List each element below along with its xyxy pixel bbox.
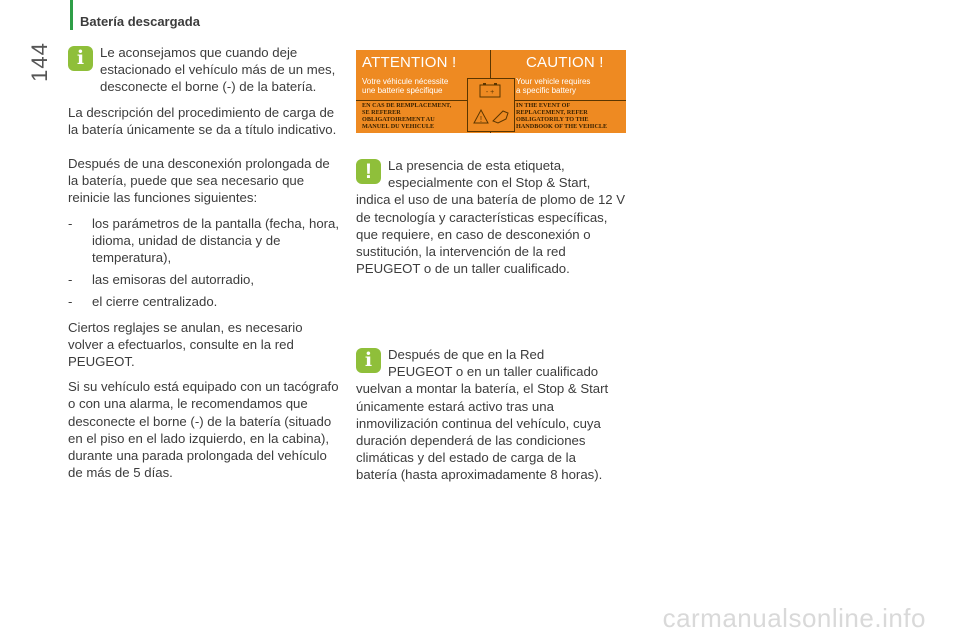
label-fr-sub: Votre véhicule nécessite: [362, 77, 449, 86]
note-text: indica el uso de una batería de plomo de 12 V de tecnología y características específicas, que requiere, en caso de desconexión o sustitución, la intervención de la red PEUGEOT o de un taller cualificado.: [356, 192, 626, 277]
paragraph-reglajes: Ciertos reglajes se anulan, es necesario volver a efectuarlos, consulte en la red PEUGEOT.: [68, 319, 303, 370]
note-text: vuelvan a montar la batería, el Stop & Start únicamente estará activo tras una inmovilización continua del vehículo, cuya duración dependerá de las condiciones climáticas y del estado de carga de la batería (hasta aproximadamente 8 horas).: [356, 381, 609, 483]
note-line: Le aconsejamos que cuando deje: [100, 45, 298, 60]
label-en-small: IN THE EVENT OF: [516, 102, 571, 109]
label-en-sub: Your vehicle requires: [516, 77, 591, 86]
right-info-note: [356, 346, 618, 484]
label-fr-small: MANUEL DU VEHICULE: [362, 123, 435, 130]
note-line: La presencia de esta etiqueta,: [388, 158, 565, 173]
warning-note-block: [356, 157, 630, 277]
exclamation-icon: !: [356, 159, 381, 184]
label-fr-small: OBLIGATOIREMENT AU: [362, 116, 435, 123]
watermark: carmanualsonline.info: [662, 603, 926, 633]
info-icon: i: [68, 46, 93, 71]
list-item: - los parámetros de la pantalla (fecha, hora, idioma, unidad de distancia y de temperatura),: [68, 215, 340, 267]
label-fr-sub: une batterie spécifique: [362, 86, 443, 95]
label-fr-title: ATTENTION !: [362, 54, 457, 71]
label-en-title: CAUTION !: [526, 54, 604, 71]
note-line: estacionado el vehículo más de un mes,: [100, 62, 336, 78]
note-line: Después de que en la Red: [388, 347, 545, 362]
paragraph-procedure: La descripción del procedimiento de carga de la batería únicamente se da a título indicativo.: [68, 104, 337, 137]
note-line: especialmente con el Stop & Start,: [388, 175, 591, 191]
label-fr-small: SE REFERER: [362, 109, 401, 116]
page-number: 144: [27, 42, 52, 82]
list-item: - las emisoras del autorradio,: [68, 271, 340, 288]
list-item: - el cierre centralizado.: [68, 293, 340, 310]
section-marker-bar: [70, 0, 73, 30]
paragraph-tacografo: Si su vehículo está equipado con un tacógrafo o con una alarma, le recomendamos que desconecte el borne (-) de la batería (situado en el piso en el lado izquierdo, en la cabina), durante una parada prolongada del vehículo de más de 5 días.: [68, 379, 339, 481]
label-en-sub: a specific battery: [516, 86, 577, 95]
battery-terminals-text: - +: [485, 89, 495, 96]
right-warning-note: [356, 157, 630, 277]
section-title: Batería descargada: [80, 14, 200, 29]
functions-list: [68, 215, 340, 311]
paragraph-disconnection: Después de una desconexión prolongada de la batería, puede que sea necesario que reinicie las funciones siguientes:: [68, 156, 330, 206]
info-note: [68, 44, 340, 96]
info-icon: i: [356, 348, 381, 373]
left-column: [68, 44, 340, 489]
label-en-small: REPLACEMENT, REFER: [516, 109, 588, 116]
svg-text:!: !: [479, 115, 483, 124]
label-fr-small: EN CAS DE REMPLACEMENT,: [362, 102, 452, 109]
note-line: PEUGEOT o en un taller cualificado: [388, 364, 599, 380]
battery-warning-symbols-icon: [468, 79, 514, 131]
label-en-small: HANDBOOK OF THE VEHICLE: [516, 123, 608, 130]
battery-warning-label: [356, 50, 626, 133]
note-line: desconecte el borne (-) de la batería.: [100, 79, 317, 95]
label-en-small: OBLIGATORILY TO THE: [516, 116, 589, 123]
info-note-block: [356, 346, 618, 484]
label-symbol-box: [467, 78, 515, 132]
